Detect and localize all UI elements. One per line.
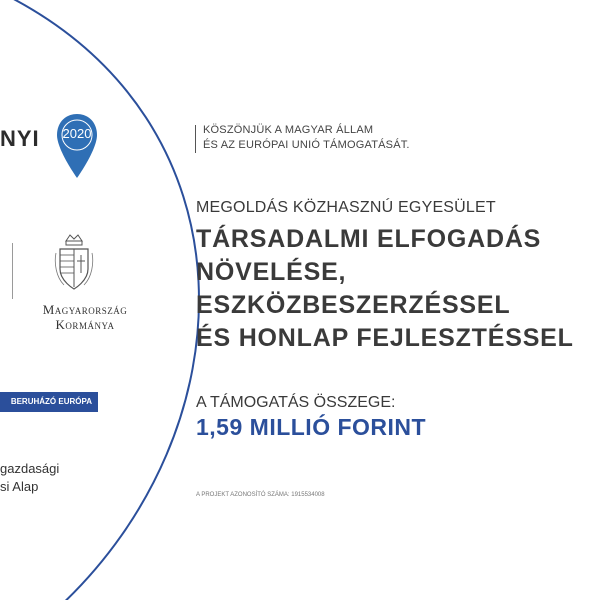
thanks-divider bbox=[195, 125, 196, 153]
project-title-line-3: ESZKÖZBESZERZÉSSEL bbox=[196, 291, 511, 319]
thanks-line-2: ÉS AZ EURÓPAI UNIÓ TÁMOGATÁSÁT. bbox=[203, 139, 410, 151]
logo-year: 2020 bbox=[62, 126, 92, 141]
coat-of-arms-icon bbox=[54, 233, 94, 295]
project-title-line-4: ÉS HONLAP FEJLESZTÉSSEL bbox=[196, 324, 574, 352]
project-title-line-2: NÖVELÉSE, bbox=[196, 258, 347, 286]
government-name-line-1: Magyarország bbox=[42, 302, 128, 317]
szechenyi-logo-text: NYI bbox=[0, 126, 40, 151]
fund-name-line-1: gazdasági bbox=[0, 461, 60, 476]
government-name-line-2: Kormánya bbox=[55, 317, 115, 332]
project-id: A PROJEKT AZONOSÍTÓ SZÁMA: 1915534008 bbox=[196, 492, 325, 498]
thanks-line-1: KÖSZÖNJÜK A MAGYAR ÁLLAM bbox=[203, 124, 374, 136]
project-title-line-1: TÁRSADALMI ELFOGADÁS bbox=[196, 225, 542, 253]
beruhazo-europa-badge: BERUHÁZÓ EURÓPA bbox=[0, 392, 98, 412]
fund-name-line-2: si Alap bbox=[0, 479, 39, 494]
vertical-divider bbox=[12, 243, 13, 299]
support-amount: 1,59 MILLIÓ FORINT bbox=[196, 414, 427, 440]
organization-name: MEGOLDÁS KÖZHASZNÚ EGYESÜLET bbox=[196, 199, 496, 216]
support-amount-label: A TÁMOGATÁS ÖSSZEGE: bbox=[196, 394, 396, 411]
location-pin-icon bbox=[54, 112, 100, 182]
